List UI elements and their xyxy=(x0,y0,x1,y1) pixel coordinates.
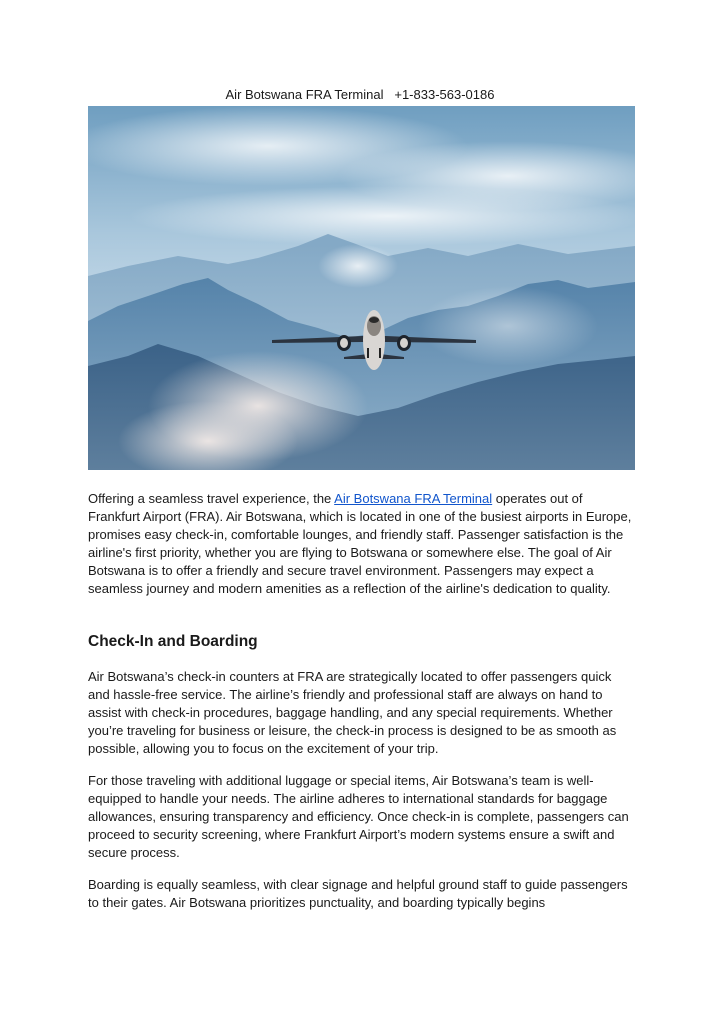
intro-text-after: operates out of Frankfurt Airport (FRA). Air Botswana, which is located in one of the busiest airports in Europe, promises easy check-in, comfortable lounges, and friendly staff. Passenger satisfaction is the airline's first priority, whether you are flying to Botswana or somewhere else. The goal of Air Botswana is to offer a friendly and secure travel environment. Passengers may expect a seamless journey and modern amenities as a reflection of the airline's dedication to quality. xyxy=(88,491,632,596)
header-phone: +1-833-563-0186 xyxy=(394,87,495,102)
paragraph-luggage: For those traveling with additional luggage or special items, Air Botswana’s team is well-equipped to handle your needs. The airline adheres to international standards for baggage allowances, ensuring transparency and efficiency. Once check-in is complete, passengers can proceed to security screening, where Frankfurt Airport’s modern systems ensure a swift and secure process. xyxy=(88,773,629,860)
paragraph-boarding: Boarding is equally seamless, with clear signage and helpful ground staff to guide passengers to their gates. Air Botswana prioritizes punctuality, and boarding typically begins xyxy=(88,877,628,910)
section-heading: Check-In and Boarding xyxy=(88,633,258,650)
hero-image xyxy=(88,106,635,470)
paragraph-checkin: Air Botswana’s check-in counters at FRA are strategically located to offer passengers quick and hassle-free service. The airline’s friendly and professional staff are always on hand to assist with check-in procedures, baggage handling, and any special requirements. Whether you’re traveling for business or leisure, the check-in process is designed to be as smooth as possible, allowing you to focus on the excitement of your trip. xyxy=(88,669,617,756)
document-header xyxy=(0,87,720,103)
intro-text-before: Offering a seamless travel experience, the xyxy=(88,491,335,506)
terminal-link[interactable]: Air Botswana FRA Terminal xyxy=(334,491,493,506)
article-body xyxy=(88,490,636,926)
airplane-mountain-illustration xyxy=(88,106,635,470)
intro-paragraph xyxy=(88,490,636,598)
header-title: Air Botswana FRA Terminal xyxy=(225,87,384,102)
